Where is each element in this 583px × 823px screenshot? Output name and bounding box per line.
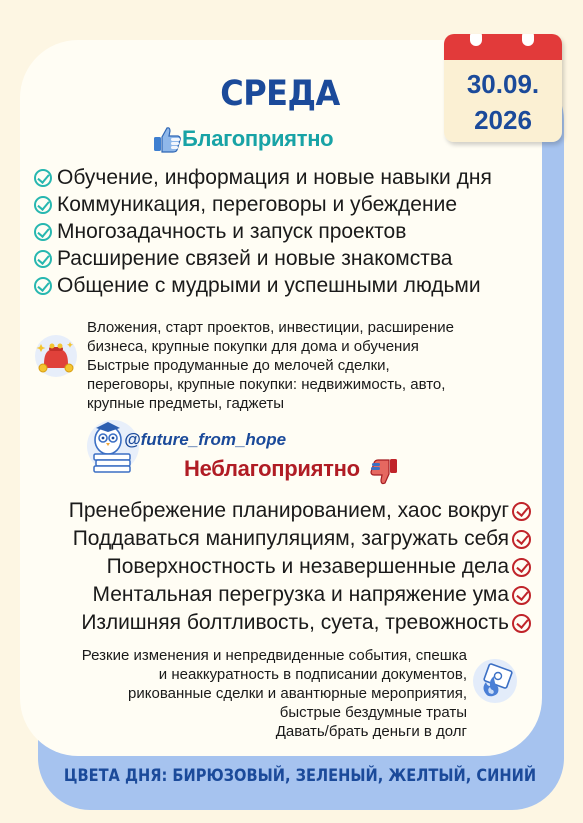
- thumbs-down-icon: [370, 456, 400, 488]
- money-line: Быстрые продуманные до мелочей сделки,: [87, 357, 390, 374]
- list-item-text: Пренебрежение планированием, хаос вокруг: [68, 499, 509, 522]
- colors-of-the-day: ЦВЕТА ДНЯ: БИРЮЗОВЫЙ, ЗЕЛЕНЫЙ, ЖЕЛТЫЙ, СИНИЙ: [63, 766, 537, 786]
- list-item: [34, 191, 492, 218]
- list-item: [69, 609, 531, 637]
- check-icon: [34, 169, 52, 187]
- list-item-text: Общение с мудрыми и успешными людьми: [57, 273, 481, 297]
- check-icon: [512, 586, 531, 605]
- check-icon: [512, 502, 531, 521]
- list-item: [34, 164, 492, 191]
- money-line: бизнеса, крупные покупки для дома и обучения: [87, 338, 419, 355]
- list-item: [69, 581, 531, 609]
- list-item-text: Ментальная перегрузка и напряжение ума: [92, 583, 509, 606]
- list-item-text: Излишняя болтливость, суета, тревожность: [81, 611, 509, 634]
- list-item-text: Поверхностность и незавершенные дела: [106, 555, 509, 578]
- list-item: [34, 218, 492, 245]
- money-line: переговоры, крупные покупки: недвижимость, авто,: [87, 376, 446, 393]
- favorable-list: [34, 164, 492, 299]
- author-handle: @future_from_hope: [124, 430, 287, 449]
- check-icon: [512, 530, 531, 549]
- warning-line: Резкие изменения и непредвиденные события, спешка: [81, 647, 467, 664]
- list-item: [69, 497, 531, 525]
- unfavorable-heading: Неблагоприятно: [184, 456, 360, 481]
- calendar-date: [444, 60, 562, 142]
- money-description: [87, 318, 454, 413]
- unfavorable-list: [69, 497, 531, 637]
- favorable-heading: Благоприятно: [182, 126, 334, 151]
- list-item: [69, 553, 531, 581]
- list-item-text: Поддаваться манипуляциям, загружать себя: [72, 527, 509, 550]
- warning-line: рикованные сделки и авантюрные мероприятия,: [128, 685, 467, 702]
- list-item-text: Многозадачность и запуск проектов: [57, 219, 407, 243]
- list-item-text: Коммуникация, переговоры и убеждение: [57, 192, 457, 216]
- thumbs-up-icon: [152, 124, 182, 154]
- warning-line: и неаккуратность в подписании документов,: [158, 666, 467, 683]
- burning-money-icon: [472, 658, 518, 704]
- warning-line: быстрые бездумные траты: [279, 704, 467, 721]
- list-item: [69, 525, 531, 553]
- money-line: крупные предметы, гаджеты: [87, 395, 285, 412]
- money-line: Вложения, старт проектов, инвестиции, расширение: [87, 319, 454, 336]
- check-icon: [512, 558, 531, 577]
- warning-line: Давать/брать деньги в долг: [275, 723, 467, 740]
- calendar-ring: [470, 34, 482, 46]
- warning-description: [82, 646, 467, 741]
- list-item: [34, 245, 492, 272]
- list-item-text: Обучение, информация и новые навыки дня: [57, 165, 492, 189]
- check-icon: [34, 277, 52, 295]
- check-icon: [34, 196, 52, 214]
- day-title: СРЕДА: [220, 72, 340, 114]
- calendar-header: [444, 34, 562, 60]
- date-line-2: 2026: [474, 105, 532, 135]
- date-line-1: 30.09.: [466, 69, 540, 99]
- check-icon: [512, 614, 531, 633]
- list-item: [34, 272, 492, 299]
- check-icon: [34, 223, 52, 241]
- check-icon: [34, 250, 52, 268]
- list-item-text: Расширение связей и новые знакомства: [57, 246, 453, 270]
- calendar-ring: [522, 34, 534, 46]
- calendar-icon: [444, 34, 562, 142]
- money-bag-icon: [34, 334, 78, 378]
